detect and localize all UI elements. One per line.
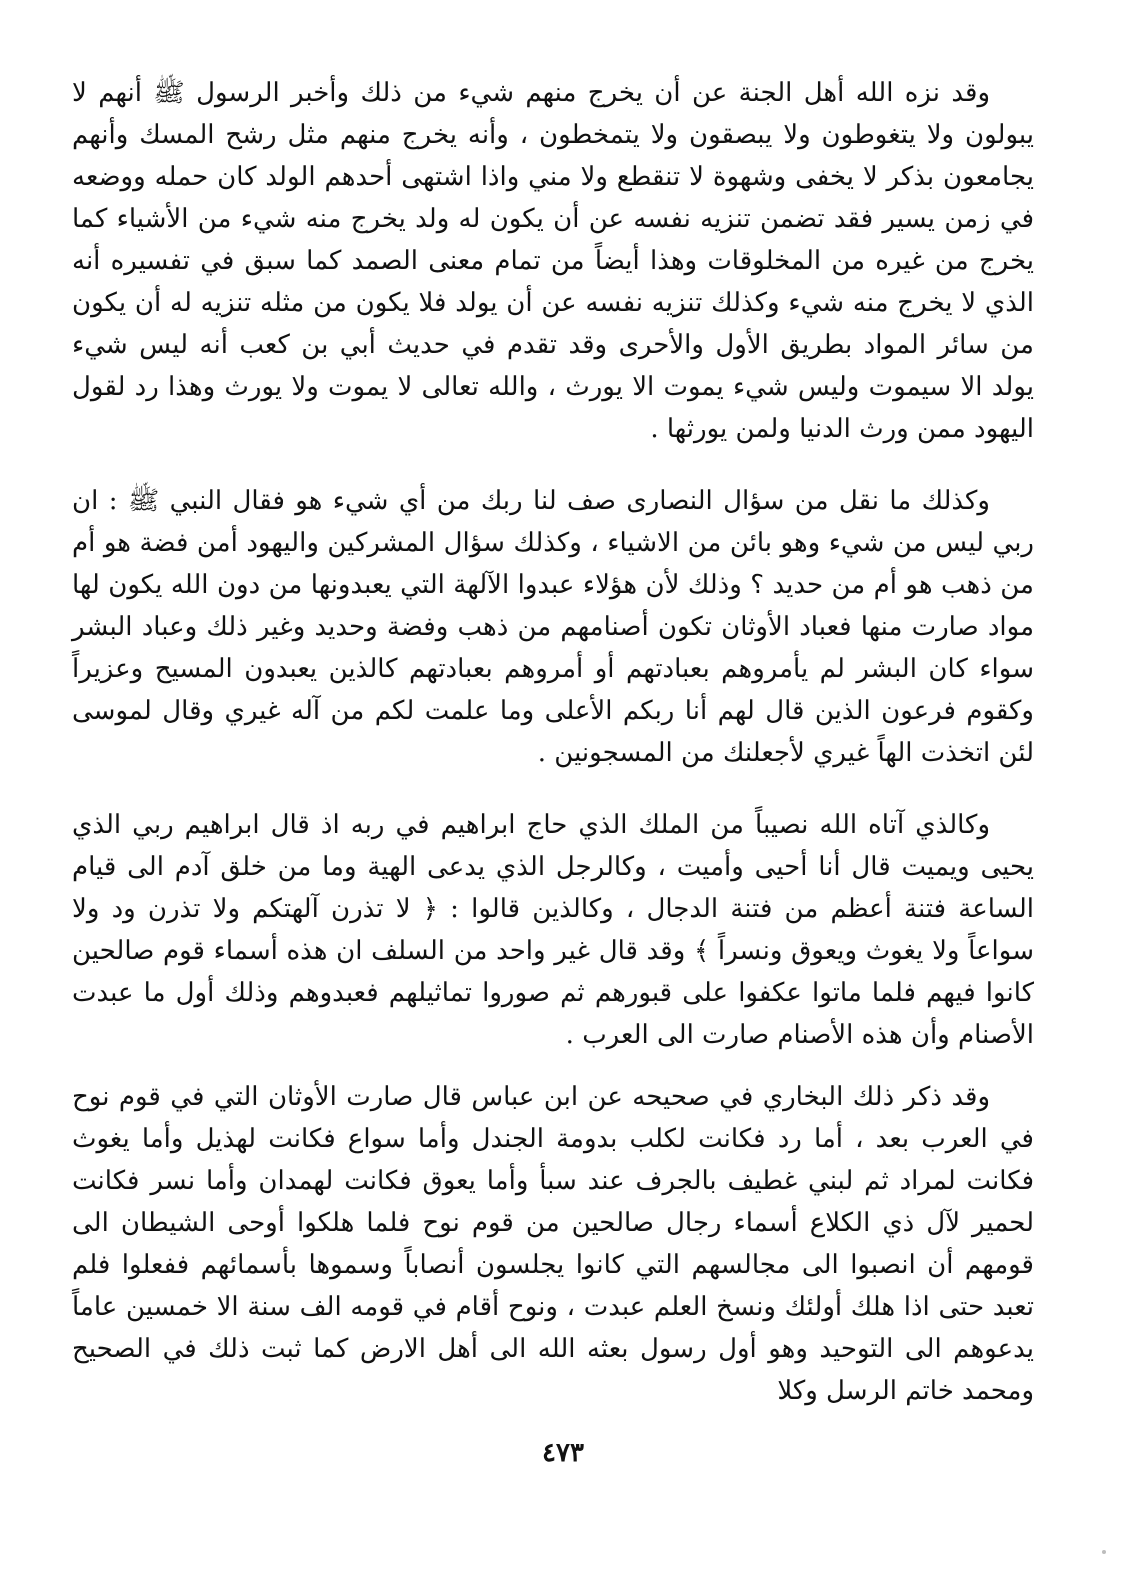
scan-dot: [1102, 1550, 1106, 1554]
paragraph-2: وكذلك ما نقل من سؤال النصارى صف لنا ربك من أي شيء هو فقال النبي ﷺ : ان ربي ليس من شيء وهو بائن من الاشياء ، وكذلك سؤال المشركين واليهود أمن فضة هو أم من ذهب هو أم من حديد ؟ وذلك لأن هؤلاء عبدوا الآلهة التي يعبدونها من دون الله يكون لها مواد صارت منها فعباد الأوثان تكون أصنامهم من ذهب وفضة وحديد وغير ذلك وعباد البشر سواء كان البشر لم يأمروهم بعبادتهم أو أمروهم بعبادتهم كالذين يعبدون المسيح وعزيراً وكقوم فرعون الذين قال لهم أنا ربكم الأعلى وما علمت لكم من آله غيري وقال لموسى لئن اتخذت الهاً غيري لأجعلنك من المسجونين .: [72, 486, 1034, 768]
paragraph-4: وقد ذكر ذلك البخاري في صحيحه عن ابن عباس قال صارت الأوثان التي في قوم نوح في العرب بعد ، أما رد فكانت لكلب بدومة الجندل وأما سواع فكانت لهذيل وأما يغوث فكانت لمراد ثم لبني غطيف بالجرف عند سبأ وأما يعوق فكانت لهمدان وأما نسر فكانت لحمير لآل ذي الكلاع أسماء رجال صالحين من قوم نوح فلما هلكوا أوحى الشيطان الى قومهم أن انصبوا الى مجالسهم التي كانوا يجلسون أنصاباً وسموها بأسمائهم ففعلوا فلم تعبد حتى اذا هلك أولئك ونسخ العلم عبدت ، ونوح أقام في قومه الف سنة الا خمسين عاماً يدعوهم الى التوحيد وهو أول رسول بعثه الله الى أهل الارض كما ثبت ذلك في الصحيح ومحمد خاتم الرسل وكلا: [72, 1082, 1034, 1406]
document-page: [72, 72, 1034, 1472]
paragraph-1: وقد نزه الله أهل الجنة عن أن يخرج منهم شيء من ذلك وأخبر الرسول ﷺ أنهم لا يبولون ولا يتغوطون ولا يبصقون ولا يتمخطون ، وأنه يخرج منهم مثل رشح المسك وأنهم يجامعون بذكر لا يخفى وشهوة لا تنقطع ولا مني واذا اشتهى أحدهم الولد كان حمله ووضعه في زمن يسير فقد تضمن تنزيه نفسه عن أن يكون له ولد يخرج منه شيء من الأشياء كما يخرج من غيره من المخلوقات وهذا أيضاً من تمام معنى الصمد كما سبق في تفسيره أنه الذي لا يخرج منه شيء وكذلك تنزيه نفسه عن أن يولد فلا يكون من مثله تنزيه له أن يكون من سائر المواد بطريق الأول والأحرى وقد تقدم في حديث أبي بن كعب أنه ليس شيء يولد الا سيموت وليس شيء يموت الا يورث ، والله تعالى لا يموت ولا يورث وهذا رد لقول اليهود ممن ورث الدنيا ولمن يورثها .: [72, 78, 1034, 444]
page-number: ٤٧٣: [542, 1438, 584, 1468]
paragraph-3: وكالذي آتاه الله نصيباً من الملك الذي حاج ابراهيم في ربه اذ قال ابراهيم ربي الذي يحيى ويميت قال أنا أحيى وأميت ، وكالرجل الذي يدعى الهية وما من خلق آدم الى قيام الساعة فتنة أعظم من فتنة الدجال ، وكالذين قالوا : ﴿ لا تذرن آلهتكم ولا تذرن ود ولا سواعاً ولا يغوث ويعوق ونسراً ﴾ وقد قال غير واحد من السلف ان هذه أسماء قوم صالحين كانوا فيهم فلما ماتوا عكفوا على قبورهم ثم صوروا تماثيلهم فعبدوهم وذلك أول ما عبدت الأصنام وأن هذه الأصنام صارت الى العرب .: [72, 810, 1034, 1050]
